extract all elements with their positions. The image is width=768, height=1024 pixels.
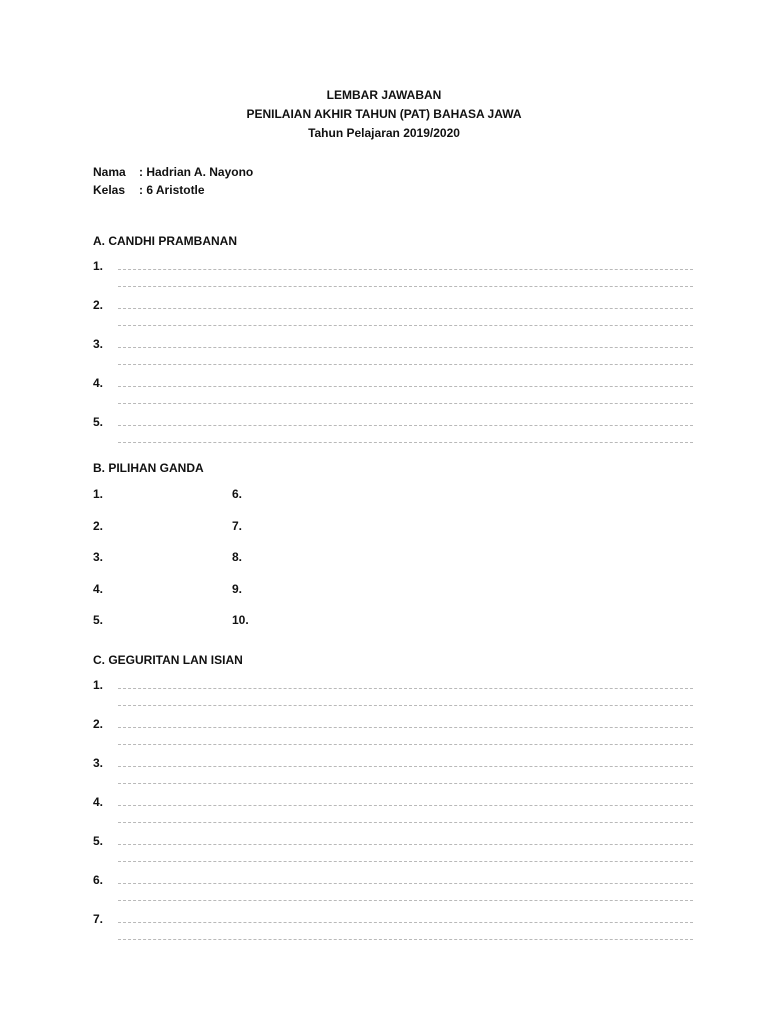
answer-line[interactable] (118, 783, 693, 784)
answer-item (93, 912, 693, 951)
class-label: Kelas (93, 183, 126, 197)
answer-line[interactable] (118, 844, 693, 845)
mc-number: 10. (232, 613, 249, 628)
section-c-answers (93, 678, 693, 951)
answer-line[interactable] (118, 425, 693, 426)
mc-number: 8. (232, 550, 243, 565)
section-c-title: C. GEGURITAN LAN ISIAN (93, 653, 243, 667)
mc-number: 5. (93, 613, 104, 628)
name-row (93, 165, 253, 183)
answer-line[interactable] (118, 364, 693, 365)
answer-line[interactable] (118, 727, 693, 728)
mc-number: 1. (93, 487, 104, 501)
mc-row (93, 582, 493, 614)
answer-item (93, 259, 693, 298)
mc-number: 9. (232, 581, 243, 596)
answer-line[interactable] (118, 939, 693, 940)
mc-row (93, 613, 493, 645)
mc-number: 3. (93, 550, 104, 565)
mc-row (93, 487, 493, 519)
answer-line[interactable] (118, 922, 693, 923)
answer-line[interactable] (118, 442, 693, 443)
answer-line[interactable] (118, 900, 693, 901)
answer-item (93, 873, 693, 912)
answer-item (93, 834, 693, 873)
answer-number: 3. (93, 756, 104, 770)
answer-item (93, 298, 693, 337)
student-identity (93, 165, 253, 201)
answer-item (93, 678, 693, 717)
answer-line[interactable] (118, 308, 693, 309)
answer-line[interactable] (118, 883, 693, 884)
answer-line[interactable] (118, 744, 693, 745)
answer-number: 2. (93, 298, 104, 312)
header-subtitle: PENILAIAN AKHIR TAHUN (PAT) BAHASA JAWA (246, 107, 522, 121)
answer-number: 1. (93, 678, 104, 692)
section-a-answers (93, 259, 693, 454)
answer-item (93, 415, 693, 454)
answer-line[interactable] (118, 347, 693, 348)
mc-number: 4. (93, 581, 104, 596)
document-header (0, 86, 768, 143)
name-value: : Hadrian A. Nayono (139, 165, 254, 179)
answer-line[interactable] (118, 386, 693, 387)
mc-row (93, 550, 493, 582)
answer-number: 3. (93, 337, 104, 351)
answer-line[interactable] (118, 705, 693, 706)
answer-line[interactable] (118, 688, 693, 689)
mc-number: 6. (232, 487, 243, 501)
header-title: LEMBAR JAWABAN (326, 88, 442, 102)
answer-number: 4. (93, 795, 104, 809)
answer-number: 5. (93, 415, 104, 429)
answer-line[interactable] (118, 861, 693, 862)
header-school-year: Tahun Pelajaran 2019/2020 (308, 126, 460, 140)
answer-line[interactable] (118, 286, 693, 287)
answer-item (93, 376, 693, 415)
answer-item (93, 337, 693, 376)
section-b-title: B. PILIHAN GANDA (93, 461, 204, 475)
mc-row (93, 519, 493, 551)
mc-number: 2. (93, 518, 104, 533)
answer-item (93, 756, 693, 795)
section-a-title: A. CANDHI PRAMBANAN (93, 234, 237, 248)
name-label: Nama (93, 165, 126, 179)
answer-item (93, 717, 693, 756)
answer-line[interactable] (118, 403, 693, 404)
answer-number: 1. (93, 259, 104, 273)
mc-number: 7. (232, 518, 243, 533)
class-value: : 6 Aristotle (139, 183, 205, 197)
class-row (93, 183, 253, 201)
answer-number: 2. (93, 717, 104, 731)
answer-line[interactable] (118, 325, 693, 326)
answer-line[interactable] (118, 269, 693, 270)
answer-number: 7. (93, 912, 104, 926)
answer-item (93, 795, 693, 834)
answer-line[interactable] (118, 822, 693, 823)
answer-number: 5. (93, 834, 104, 848)
answer-line[interactable] (118, 805, 693, 806)
answer-line[interactable] (118, 766, 693, 767)
answer-number: 6. (93, 873, 104, 887)
answer-number: 4. (93, 376, 104, 390)
multiple-choice-grid (93, 487, 493, 645)
